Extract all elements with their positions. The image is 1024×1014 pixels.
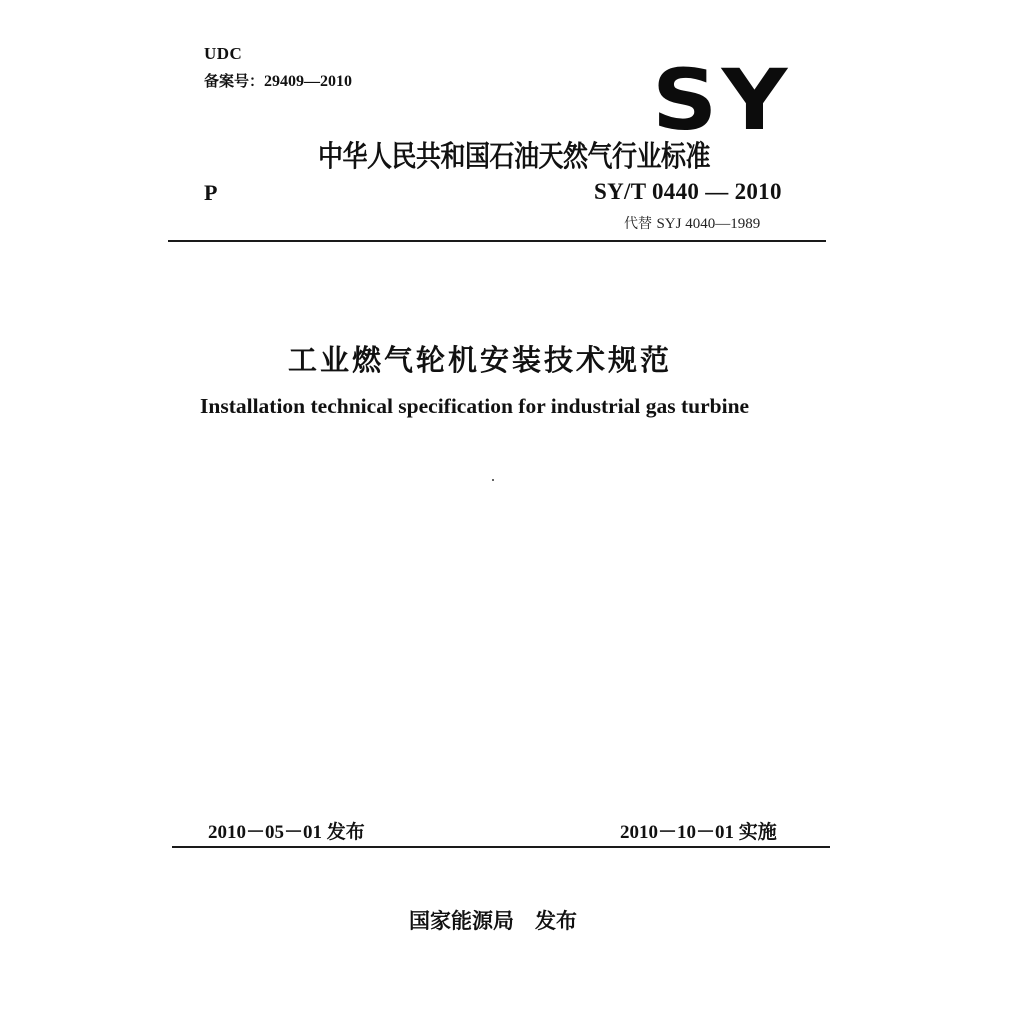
replaces-note — [624, 213, 760, 233]
industry-standard-title: 中华人民共和国石油天然气行业标准 — [318, 139, 711, 174]
replaces-label: 代替 — [624, 216, 652, 232]
record-number — [204, 70, 352, 91]
standard-number: SY/T 0440 — 2010 — [594, 179, 782, 204]
replaces-number: SYJ 4040—1989 — [656, 216, 761, 232]
top-divider — [168, 240, 826, 242]
udc-label: UDC — [204, 44, 243, 63]
sy-logo: SY — [652, 51, 792, 149]
record-label: 备案号： — [204, 72, 265, 90]
record-number-value: 29409—2010 — [264, 73, 353, 90]
bottom-divider — [172, 846, 830, 848]
classification-code: P — [204, 180, 218, 205]
english-title: Installation technical specification for industrial gas turbine — [200, 394, 750, 418]
implementation-date: 2010－10－01 实施 — [620, 822, 777, 843]
publisher: 国家能源局 发布 — [409, 909, 577, 933]
issue-date: 2010－05－01 发布 — [208, 822, 365, 843]
scan-speck — [492, 479, 494, 481]
chinese-title: 工业燃气轮机安装技术规范 — [288, 343, 673, 377]
